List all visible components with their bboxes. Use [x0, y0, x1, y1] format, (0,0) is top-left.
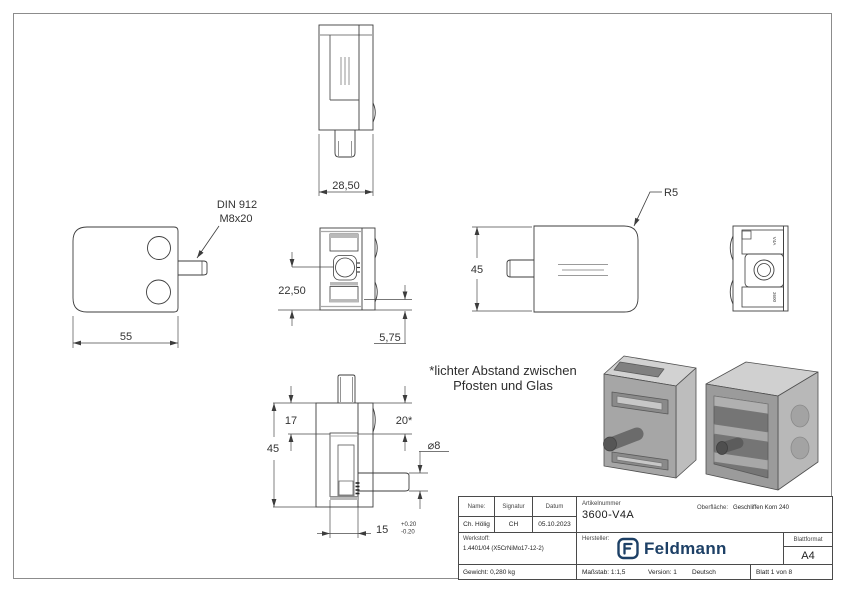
render-3d-right: [706, 362, 818, 490]
view-top: [319, 25, 375, 196]
thread-ticks: [357, 263, 360, 272]
view-left: [73, 199, 257, 348]
format-value: A4: [801, 549, 815, 562]
feldmann-logo-icon: [617, 537, 639, 560]
dim-label-45-section: 45: [266, 443, 280, 455]
boss-circle-top: [148, 237, 171, 260]
name-value: Ch. Hölig: [463, 521, 490, 528]
dim-15: [317, 500, 371, 538]
name-label-cell: [459, 497, 495, 517]
surface-label: Oberfläche:: [697, 505, 729, 511]
view-back: [730, 226, 788, 311]
format-label-cell: [784, 533, 832, 547]
weight-label: Gewicht: 0,280 kg: [463, 568, 516, 576]
callout-leader-din912: [197, 226, 219, 258]
article-label: Artikelnummer: [582, 501, 621, 507]
note-line1: *lichter Abstand zwischen: [429, 363, 577, 378]
language-label: Deutsch: [692, 568, 716, 576]
format-cell: [783, 533, 832, 565]
surface-cell: [697, 505, 789, 511]
grind-hatch-side: [558, 265, 608, 276]
view-side: [471, 187, 678, 312]
dim-label-17: 17: [284, 415, 298, 427]
dim-label-15: 15: [376, 524, 389, 536]
signature-label: Signatur: [502, 503, 525, 510]
dim-label-28-50: 28,50: [332, 180, 360, 192]
format-value-cell: [784, 547, 832, 564]
signature-value: CH: [508, 521, 519, 528]
manufacturer-cell: [577, 533, 832, 565]
note-line2: Pfosten und Glas: [453, 378, 553, 393]
scale-row: [577, 565, 832, 579]
article-value: 3600-V4A: [582, 509, 635, 521]
callout-din912-line1: DIN 912: [216, 199, 258, 211]
stud-side-view: [507, 260, 534, 277]
manufacturer-label: Hersteller:: [582, 536, 610, 542]
dim-label-15-tol-plus: +0.20: [401, 522, 417, 528]
surface-value: Geschliffen Korn 240: [733, 505, 789, 511]
stud-left-view: [178, 261, 207, 275]
date-value-cell: [533, 517, 577, 533]
callout-leader-r5: [634, 192, 662, 226]
name-value-cell: [459, 517, 495, 533]
render-3d-left: [604, 356, 697, 478]
sheet-label: Blatt 1 von 8: [756, 568, 793, 576]
material-value: 1.4401/04 (X5CrNiMo17-12-2): [463, 546, 544, 552]
feldmann-wordmark: Feldmann: [644, 538, 727, 558]
format-label: Blattformat: [793, 536, 823, 543]
version-label: Version: 1: [648, 568, 677, 576]
signature-value-cell: [495, 517, 533, 533]
dimple-bottom: [791, 437, 809, 459]
thread-section-ticks: [356, 483, 360, 494]
brand-logo: [617, 537, 727, 560]
material-cell: [459, 533, 577, 565]
dim-label-20-star: 20*: [395, 415, 413, 427]
scale-label: Maßstab: 1:1,5: [582, 568, 626, 576]
pin-section: [358, 473, 409, 491]
article-cell: [577, 497, 832, 533]
name-label: Name:: [467, 503, 486, 510]
weight-cell: [459, 565, 577, 579]
title-block: [458, 496, 833, 580]
date-label: Datum: [545, 503, 564, 510]
marking-article: 3600: [772, 291, 777, 303]
dim-pin-dia: [409, 452, 449, 510]
dim-label-22-50: 22,50: [278, 285, 306, 297]
callout-r5: R5: [664, 187, 679, 199]
stud-top-view: [335, 130, 355, 157]
dim-label-45-side: 45: [470, 264, 484, 276]
date-label-cell: [533, 497, 577, 517]
material-label: Werkstoff:: [463, 536, 490, 542]
dim-label-55: 55: [119, 331, 133, 343]
signature-label-cell: [495, 497, 533, 517]
callout-din912-line2: M8x20: [219, 213, 253, 225]
grind-hatch-top: [341, 57, 349, 85]
view-front-middle: [278, 228, 412, 344]
sheet-cell: [750, 565, 832, 579]
date-value: 05.10.2023: [538, 521, 571, 528]
dim-17: [273, 386, 330, 451]
dim-label-5-75: 5,75: [379, 332, 401, 344]
view-section: [267, 375, 449, 538]
marking-material: V4A: [772, 236, 777, 246]
dim-label-pin-dia: ⌀8: [427, 440, 441, 452]
dimple-top: [791, 405, 809, 427]
dim-label-15-tol-minus: -0.20: [401, 529, 415, 536]
boss-circle-bottom: [147, 280, 171, 304]
